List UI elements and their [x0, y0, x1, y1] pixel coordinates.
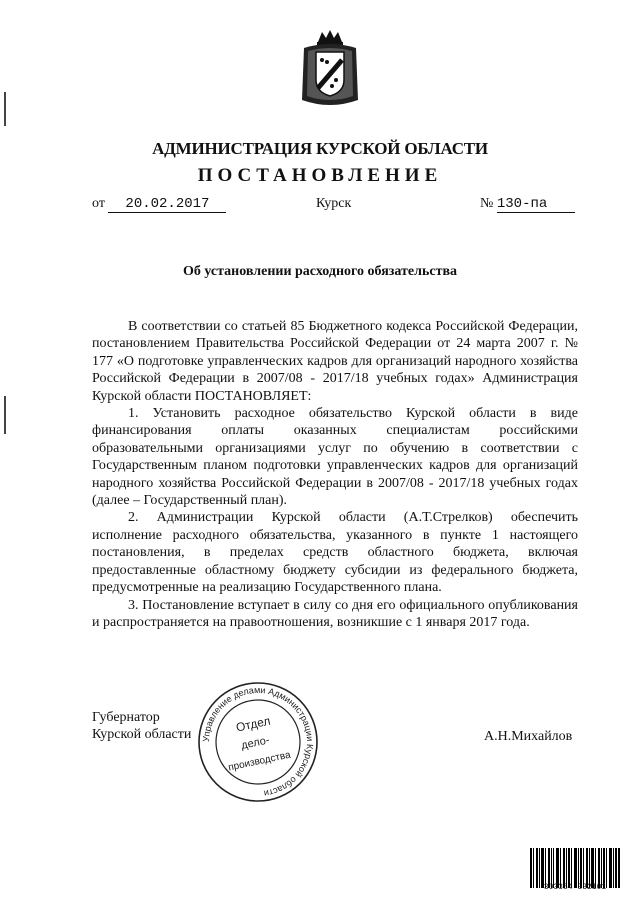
position-line: Губернатор	[92, 710, 160, 725]
date-prefix: от	[92, 196, 105, 211]
date-value-line	[108, 196, 226, 213]
barcode	[530, 848, 620, 888]
item-paragraph: 3. Постановление вступает в силу со дня его официального опубликования и распространяется на правоотношения, возникшие с 1 января 2017 года.	[92, 597, 578, 630]
signatory-name: А.Н.Михайлов	[484, 729, 573, 744]
document-number	[480, 196, 575, 213]
scan-edge-mark	[4, 92, 6, 126]
number-value-line	[497, 196, 575, 213]
organization-title: АДМИНИСТРАЦИЯ КУРСКОЙ ОБЛАСТИ	[152, 139, 488, 158]
position-line: Курской области	[92, 727, 192, 742]
city-name: Курск	[316, 196, 352, 211]
date-value: 20.02.2017	[125, 196, 210, 212]
coat-of-arms-emblem	[300, 28, 360, 110]
document-date	[92, 196, 226, 213]
barcode-digits: 303354 332101	[543, 883, 607, 892]
document-type-title: ПОСТАНОВЛЕНИЕ	[197, 165, 443, 186]
preamble-paragraph: В соответствии со статьей 85 Бюджетного кодекса Российской Федерации, постановлением Правительства Российской Федерации от 24 марта 2007 г. № 177 «О подготовке управленческих кадров для организаций народного хозяйства Российской Федерации в 2007/08 - 2017/18 учебных годах» Администрация Курской области ПОСТАНОВЛЯЕТ:	[92, 319, 578, 404]
document-subject: Об установлении расходного обязательства	[182, 264, 458, 279]
stamp-inner-line: производства	[227, 749, 292, 774]
stamp-outer-text: Управление делами Администрации Курской области	[200, 684, 316, 799]
stamp-inner-line: дело-	[240, 734, 271, 752]
number-prefix: №	[480, 196, 494, 211]
document-body	[92, 318, 578, 631]
item-paragraph: 1. Установить расходное обязательство Курской области в виде финансирования оплаты оказанных специалистам российскими образовательными организациями услуг по обучению в соответствии с Государственным планом подготовки управленческих кадров для организаций народного хозяйства Российской Федерации в 2007/08 - 2017/18 учебных годах (далее – Государственный план).	[92, 406, 578, 509]
scan-edge-mark	[4, 396, 6, 434]
official-stamp	[196, 680, 320, 804]
stamp-inner-line: Отдел	[234, 713, 272, 735]
signatory-position	[92, 709, 191, 743]
number-value: 130-па	[496, 196, 548, 212]
item-paragraph: 2. Администрации Курской области (А.Т.Стрелков) обеспечить исполнение расходного обязательства, указанного в пункте 1 настоящего постановления, в пределах средств областного бюджета, включая предоставленные областному бюджету субсидии из федерального бюджета, предусмотренные на реализацию Государственного плана.	[92, 510, 578, 596]
